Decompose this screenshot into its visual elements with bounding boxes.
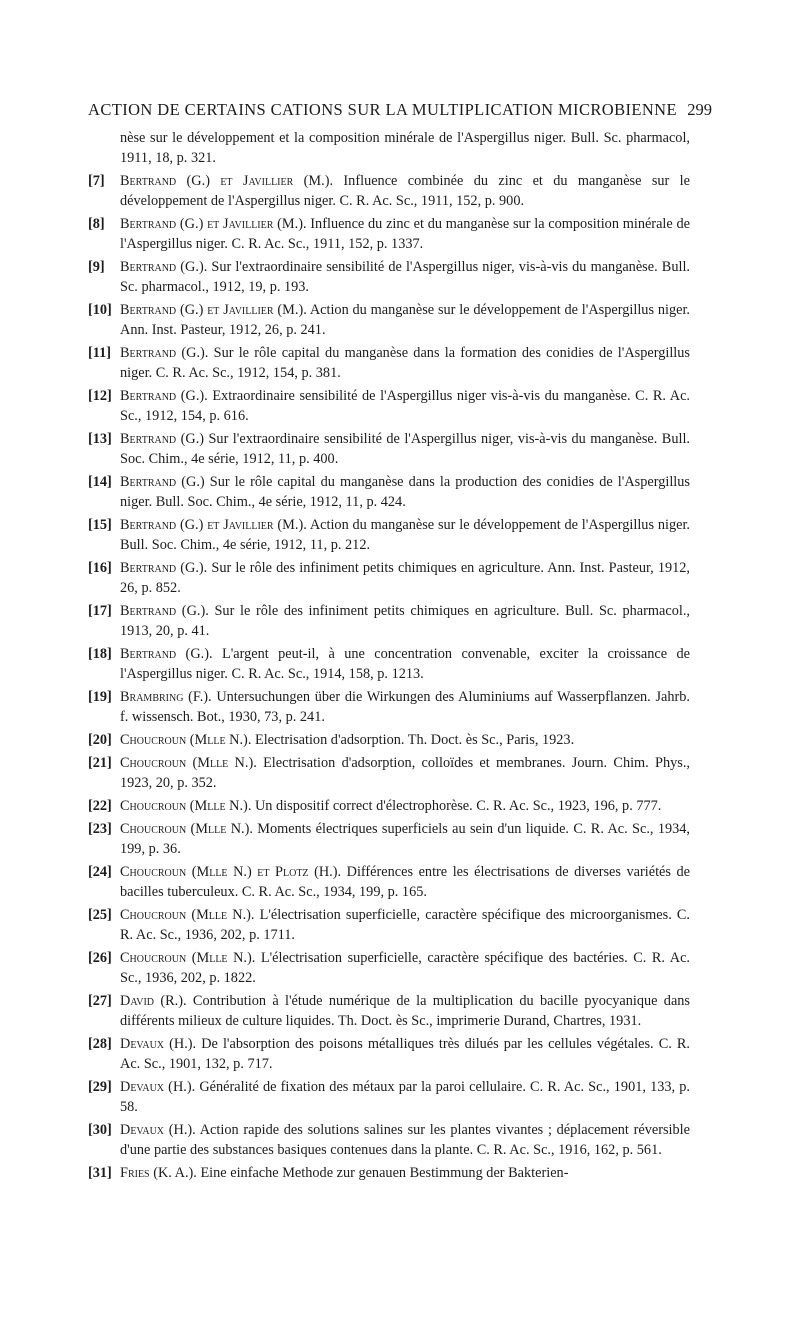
- reference-author: Choucroun (Mlle N.) et Plotz (H.).: [120, 863, 342, 880]
- reference-author: Choucroun (Mlle N.).: [120, 820, 253, 837]
- reference-entry: [90, 687, 690, 727]
- reference-entry: [90, 386, 690, 426]
- reference-text: Contribution à l'étude numérique de la multiplication du bacille pyocyanique dans différents milieux de culture liquides. Th. Doct. ès Sc., imprimerie Durand, Chartres, 1931.: [120, 992, 690, 1029]
- reference-entry: [90, 343, 690, 383]
- reference-entry: [90, 128, 690, 168]
- running-head-title: ACTION DE CERTAINS CATIONS SUR LA MULTIPLICATION MICROBIENNE: [88, 100, 677, 119]
- reference-text: Electrisation d'adsorption. Th. Doct. ès Sc., Paris, 1923.: [254, 732, 575, 748]
- reference-number: [8]: [88, 216, 105, 232]
- reference-text: Extraordinaire sensibilité de l'Aspergillus niger vis-à-vis du manganèse. C. R. Ac. Sc., 1912, 154, p. 616.: [120, 388, 690, 425]
- reference-number: [31]: [88, 1164, 112, 1181]
- reference-entry: [90, 644, 690, 684]
- reference-number: [23]: [88, 820, 112, 837]
- reference-text: Sur le rôle capital du manganèse dans la formation des conidies de l'Aspergillus niger. C. R. Ac. Sc., 1912, 154, p. 381.: [120, 345, 690, 382]
- reference-author: Bertrand (G.): [120, 474, 205, 490]
- reference-number: [22]: [88, 797, 112, 814]
- reference-entry: [90, 948, 690, 988]
- reference-text: Sur le rôle capital du manganèse dans la production des conidies de l'Aspergillus niger. Bull. Soc. Chim., 4e série, 1912, 11, p. 424.: [120, 474, 690, 511]
- reference-number: [18]: [88, 646, 112, 662]
- reference-number: [30]: [88, 1121, 112, 1138]
- reference-number: [26]: [88, 949, 112, 966]
- reference-entry: [90, 558, 690, 598]
- reference-entry: [90, 730, 690, 750]
- reference-entry: [90, 991, 690, 1031]
- reference-author: Devaux (H.).: [120, 1035, 197, 1052]
- reference-author: Devaux (H.).: [120, 1121, 196, 1138]
- reference-number: [9]: [88, 259, 105, 275]
- reference-author: David (R.).: [120, 992, 187, 1009]
- reference-text: Différences entre les électrisations de diverses variétés de bacilles tuberculeux. C. R. Ac. Sc., 1934, 199, p. 165.: [120, 863, 690, 900]
- reference-number: [11]: [88, 345, 112, 361]
- reference-entry: [90, 1034, 690, 1074]
- reference-author: Bertrand (G.) et Javillier (M.).: [120, 517, 307, 533]
- reference-author: Bertrand (G.).: [120, 603, 209, 619]
- reference-text: Influence combinée du zinc et du manganèse sur le développement de l'Aspergillus niger. C. R. Ac. Sc., 1911, 152, p. 900.: [120, 173, 690, 210]
- reference-entry: [90, 1120, 690, 1160]
- reference-number: [24]: [88, 863, 112, 880]
- reference-author: Choucroun (Mlle N.).: [120, 906, 255, 923]
- reference-author: Bertrand (G.).: [120, 345, 209, 361]
- reference-text: Electrisation d'adsorption, colloïdes et membranes. Journ. Chim. Phys., 1923, 20, p. 352.: [120, 754, 690, 791]
- reference-text: Sur le rôle des infiniment petits chimiques en agriculture. Ann. Inst. Pasteur, 1912, 26, p. 852.: [120, 560, 691, 597]
- reference-number: [21]: [88, 754, 112, 771]
- reference-text: Action du manganèse sur le développement de l'Aspergillus niger. Bull. Soc. Chim., 4e série, 1912, 11, p. 212.: [120, 517, 690, 554]
- reference-entry: [90, 796, 690, 816]
- reference-number: [10]: [88, 302, 112, 318]
- reference-entry: [90, 515, 690, 555]
- reference-author: Bertrand (G.) et Javillier (M.).: [120, 216, 307, 232]
- reference-text: Sur l'extraordinaire sensibilité de l'Aspergillus niger, vis-à-vis du manganèse. Bull. Sc. pharmacol., 1912, 19, p. 193.: [120, 259, 690, 296]
- reference-entry: [90, 905, 690, 945]
- reference-author: Bertrand (G.): [120, 431, 205, 447]
- reference-author: Bertrand (G.).: [120, 388, 208, 404]
- reference-text: L'argent peut-il, à une concentration convenable, exciter la croissance de l'Aspergillus niger. C. R. Ac. Sc., 1914, 158, p. 1213.: [120, 646, 690, 683]
- reference-number: [25]: [88, 906, 112, 923]
- reference-text: nèse sur le développement et la composition minérale de l'Aspergillus niger. Bull. Sc. pharmacol, 1911, 18, p. 321.: [120, 130, 690, 167]
- reference-entry: [90, 753, 690, 793]
- reference-entry: [90, 257, 690, 297]
- reference-entry: [90, 1077, 690, 1117]
- reference-text: L'électrisation superficielle, caractère spécifique des microorganismes. C. R. Ac. Sc., 1936, 202, p. 1711.: [120, 906, 690, 943]
- page-number: 299: [687, 100, 712, 119]
- reference-author: Choucroun (Mlle N.).: [120, 732, 252, 748]
- reference-entry: [90, 429, 690, 469]
- reference-entry: [90, 300, 690, 340]
- reference-author: Brambring (F.).: [120, 689, 212, 705]
- reference-number: [29]: [88, 1078, 112, 1095]
- reference-author: Bertrand (G.).: [120, 259, 208, 275]
- reference-text: Eine einfache Methode zur genauen Bestimmung der Bakterien-: [200, 1164, 569, 1181]
- reference-number: [27]: [88, 992, 112, 1009]
- reference-entry: [90, 862, 690, 902]
- reference-author: Bertrand (G.).: [120, 560, 208, 576]
- reference-text: Généralité de fixation des métaux par la paroi cellulaire. C. R. Ac. Sc., 1901, 133, p. 58.: [120, 1078, 690, 1115]
- reference-author: Choucroun (Mlle N.).: [120, 949, 256, 966]
- reference-author: Fries (K. A.).: [120, 1164, 197, 1181]
- reference-entry: [90, 819, 690, 859]
- reference-number: [14]: [88, 474, 112, 490]
- reference-author: Bertrand (G.) et Javillier (M.).: [120, 173, 334, 189]
- reference-text: Action du manganèse sur le développement de l'Aspergillus niger. Ann. Inst. Pasteur, 1912, 26, p. 241.: [120, 302, 690, 339]
- reference-list: [90, 128, 690, 1185]
- reference-number: [7]: [88, 173, 105, 189]
- reference-entry: [90, 601, 690, 641]
- reference-number: [20]: [88, 732, 112, 748]
- reference-entry: [90, 171, 690, 211]
- reference-number: [19]: [88, 689, 112, 705]
- reference-text: Sur l'extraordinaire sensibilité de l'Aspergillus niger, vis-à-vis du manganèse. Bull. Soc. Chim., 4e série, 1912, 11, p. 400.: [120, 431, 690, 468]
- reference-number: [15]: [88, 517, 112, 533]
- reference-entry: [90, 472, 690, 512]
- reference-text: Untersuchungen über die Wirkungen des Aluminiums auf Wasserpflanzen. Jahrb. f. wissensch. Bot., 1930, 73, p. 241.: [120, 689, 691, 726]
- reference-text: Moments électriques superficiels au sein d'un liquide. C. R. Ac. Sc., 1934, 199, p. 36.: [120, 820, 691, 857]
- reference-text: Sur le rôle des infiniment petits chimiques en agriculture. Bull. Sc. pharmacol., 1913, 20, p. 41.: [120, 603, 690, 640]
- reference-number: [12]: [88, 388, 112, 404]
- reference-number: [13]: [88, 431, 112, 447]
- reference-author: Choucroun (Mlle N.).: [120, 797, 252, 814]
- reference-number: [28]: [88, 1035, 112, 1052]
- reference-number: [17]: [88, 603, 112, 619]
- reference-entry: [90, 1163, 690, 1183]
- reference-author: Bertrand (G.) et Javillier (M.).: [120, 302, 307, 318]
- reference-text: Un dispositif correct d'électrophorèse. C. R. Ac. Sc., 1923, 196, p. 777.: [254, 797, 662, 814]
- reference-text: L'électrisation superficielle, caractère spécifique des bactéries. C. R. Ac. Sc., 1936, 202, p. 1822.: [120, 949, 691, 986]
- reference-author: Choucroun (Mlle N.).: [120, 754, 257, 771]
- reference-text: Action rapide des solutions salines sur les plantes vivantes ; déplacement réversible d'une partie des substances basiques contenues dans la plante. C. R. Ac. Sc., 1916, 162, p. 561.: [120, 1121, 690, 1158]
- reference-text: De l'absorption des poisons métalliques très dilués par les cellules végétales. C. R. Ac. Sc., 1901, 132, p. 717.: [120, 1035, 690, 1072]
- reference-author: Bertrand (G.).: [120, 646, 213, 662]
- reference-number: [16]: [88, 560, 112, 576]
- reference-entry: [90, 214, 690, 254]
- reference-text: Influence du zinc et du manganèse sur la composition minérale de l'Aspergillus niger. C. R. Ac. Sc., 1911, 152, p. 1337.: [120, 216, 690, 253]
- reference-author: Devaux (H.).: [120, 1078, 196, 1095]
